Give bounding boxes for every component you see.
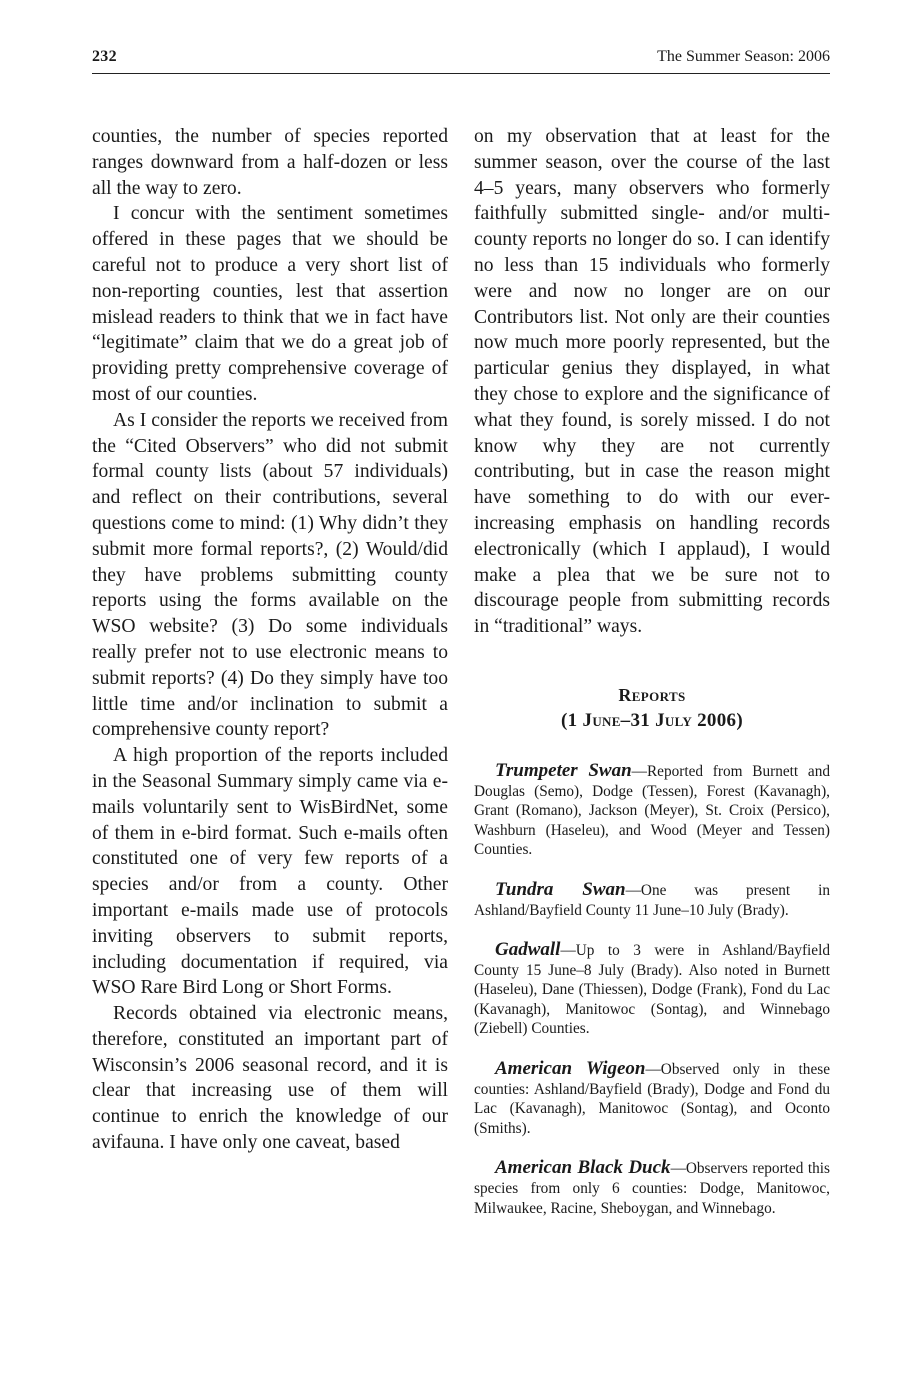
page-number: 232 (92, 48, 117, 65)
species-text: —Observers reported this species from only 6 counties: Dodge, Manitowoc, Milwaukee, Racine, Sheboygan, and Winnebago. (474, 1160, 830, 1217)
species-entry-tundra-swan (474, 880, 830, 920)
running-title: The Summer Season: 2006 (657, 48, 830, 65)
species-entry-american-black-duck (474, 1158, 830, 1218)
right-paragraph: on my observation that at least for the summer season, over the course of the last 4–5 years, many observers who formerly faithfully submitted single- and/or multi-county reports no longer do so. I can identify no less than 15 individuals who formerly were and now no longer are on our Contributors list. Not only are their counties now much more poorly represented, but the particular genius they displayed, in what they chose to explore and the significance of what they found, is sorely missed. I do not know why they are not currently contributing, but in case the reason might have something to do with our ever-increasing emphasis on handling records electronically (which I applaud), I would make a plea that we be sure not to discourage people from submitting records in “traditional” ways. (474, 126, 830, 638)
species-name: Tundra Swan (495, 878, 626, 900)
species-name: American Wigeon (495, 1058, 646, 1080)
right-column (474, 124, 830, 1218)
reports-title: Reports (618, 684, 686, 705)
species-text: —Reported from Burnett and Douglas (Semo), Dodge (Tessen), Forest (Kavanagh), Grant (Romano), Jackson (Meyer), St. Croix (Persico), Washburn (Haseleu), and Wood (Meyer and Tessen) Counties. (474, 762, 830, 859)
left-paragraph-2: I concur with the sentiment sometimes offered in these pages that we should be careful not to produce a very short list of non-reporting counties, lest that assertion mislead readers to think that we in fact have “legitimate” claim that we do a great job of providing pretty comprehensive coverage of most of our counties. (92, 203, 448, 405)
left-paragraph-5: Records obtained via electronic means, therefore, constituted an important part of Wisconsin’s 2006 seasonal record, and it is clear that increasing use of them will continue to enrich the knowledge of our avifauna. I have only one caveat, based (92, 1003, 448, 1154)
left-paragraph-3: As I consider the reports we received from the “Cited Observers” who did not submit formal county lists (about 57 individuals) and reflect on their contributions, several questions come to mind: (1) Why didn’t they submit more formal reports?, (2) Would/did they have problems submitting county reports using the forms available on the WSO website? (3) Do some individuals really prefer not to use electronic means to submit reports? (4) Do they simply have too little time and/or inclination to submit a comprehensive county report? (92, 409, 448, 741)
species-entry-trumpeter-swan (474, 761, 830, 860)
left-column (92, 124, 448, 1156)
reports-heading (474, 682, 830, 734)
species-text: —One was present in Ashland/Bayfield County 11 June–10 July (Brady). (474, 881, 830, 919)
species-entry-american-wigeon (474, 1059, 830, 1138)
reports-dates: (1 June–31 July 2006) (561, 709, 743, 731)
species-text: —Up to 3 were in Ashland/Bayfield County 15 June–8 July (Brady). Also noted in Burnett (Haseleu), Dane (Thiessen), Dodge (Frank), Fond du Lac (Kavanagh), Manitowoc (Sontag), and Winnebago (Ziebell) Counties. (474, 942, 830, 1038)
species-name: Gadwall (495, 939, 561, 961)
header-rule (92, 73, 830, 74)
page-header (92, 48, 830, 72)
left-paragraph-4: A high proportion of the reports included in the Seasonal Summary simply came via e-mails voluntarily sent to WisBirdNet, some of them in e-bird format. Such e-mails often constituted one of very few reports of a species and/or from a county. Other important e-mails made use of protocols inviting observers to submit reports, including documentation if required, via WSO Rare Bird Long or Short Forms. (92, 745, 448, 999)
species-name: American Black Duck (495, 1157, 671, 1179)
species-entry-gadwall (474, 940, 830, 1039)
species-text: —Observed only in these counties: Ashland/Bayfield (Brady), Dodge and Fond du Lac (Kavanagh), Manitowoc (Sontag), and Oconto (Smiths). (474, 1061, 830, 1137)
species-reports (474, 761, 830, 1218)
species-name: Trumpeter Swan (495, 759, 632, 781)
left-paragraph-1: counties, the number of species reported ranges downward from a half-dozen or less all the way to zero. (92, 126, 448, 199)
